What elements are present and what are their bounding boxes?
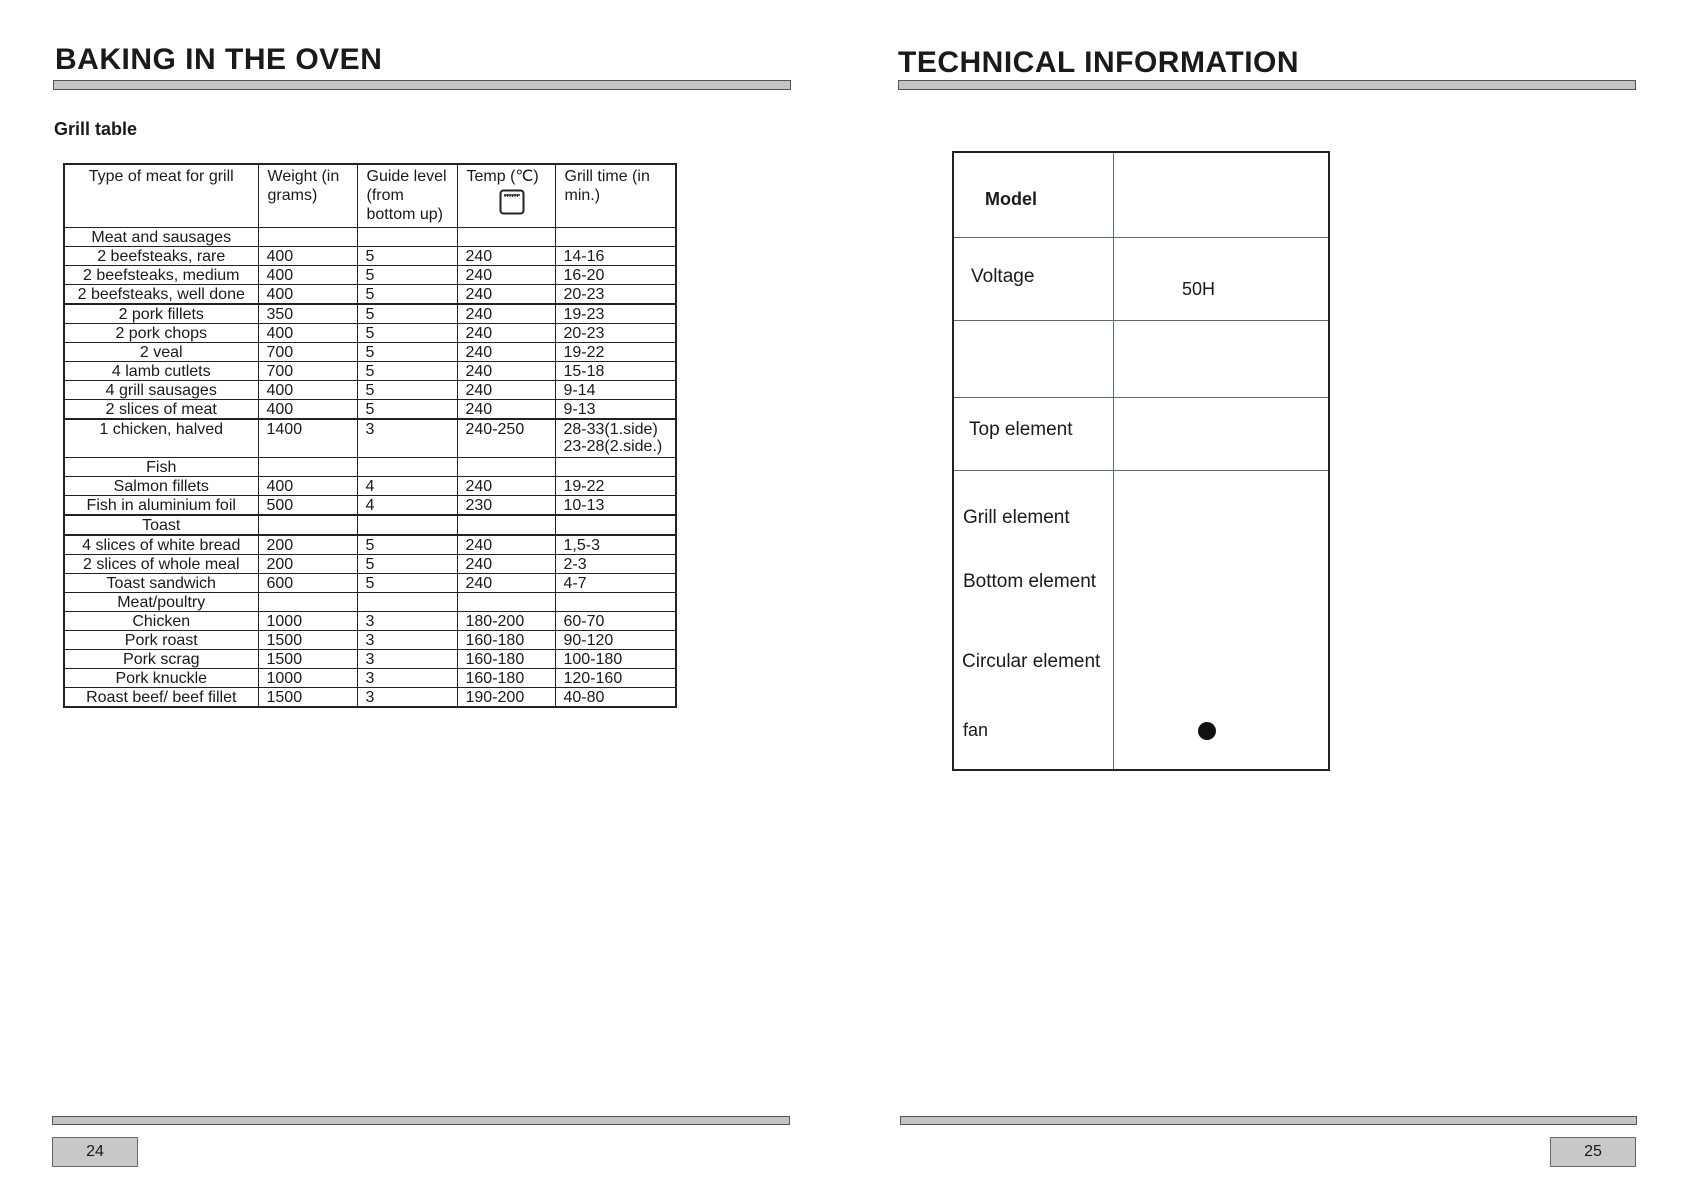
page-number-left: 24 xyxy=(52,1137,138,1167)
cell-type: Pork roast xyxy=(64,631,258,650)
cell-weight: 600 xyxy=(258,574,357,593)
cell-type: Toast xyxy=(64,515,258,535)
cell-type: Fish in aluminium foil xyxy=(64,496,258,516)
cell-temp xyxy=(457,228,555,247)
cell-weight: 1000 xyxy=(258,669,357,688)
table-row xyxy=(64,285,676,305)
cell-grill-time: 19-22 xyxy=(555,343,676,362)
table-row xyxy=(64,419,676,458)
heading-rule-right xyxy=(898,80,1636,90)
cell-guide-level: 3 xyxy=(357,688,457,708)
cell-weight: 350 xyxy=(258,304,357,324)
table-row xyxy=(64,688,676,708)
cell-weight: 1400 xyxy=(258,419,357,458)
cell-guide-level: 5 xyxy=(357,343,457,362)
cell-guide-level xyxy=(357,593,457,612)
table-row xyxy=(64,477,676,496)
tech-label-voltage: Voltage xyxy=(971,266,1035,287)
cell-temp: 160-180 xyxy=(457,650,555,669)
cell-type: Pork knuckle xyxy=(64,669,258,688)
cell-type: 4 lamb cutlets xyxy=(64,362,258,381)
cell-type: 2 beefsteaks, medium xyxy=(64,266,258,285)
cell-guide-level: 5 xyxy=(357,324,457,343)
cell-temp: 240 xyxy=(457,304,555,324)
tech-table-row-divider xyxy=(954,320,1328,321)
cell-guide-level xyxy=(357,458,457,477)
footer-rule-right xyxy=(900,1116,1637,1125)
cell-weight: 700 xyxy=(258,343,357,362)
grill-table-title: Grill table xyxy=(54,119,138,139)
table-row xyxy=(64,650,676,669)
cell-guide-level: 5 xyxy=(357,362,457,381)
cell-grill-time: 15-18 xyxy=(555,362,676,381)
table-row xyxy=(64,496,676,516)
cell-type: Roast beef/ beef fillet xyxy=(64,688,258,708)
cell-temp: 190-200 xyxy=(457,688,555,708)
page-title-right: TECHNICAL INFORMATION xyxy=(898,46,1300,79)
cell-temp: 240 xyxy=(457,266,555,285)
tech-label-circular-element: Circular element xyxy=(962,651,1101,672)
cell-guide-level: 5 xyxy=(357,400,457,420)
cell-grill-time: 4-7 xyxy=(555,574,676,593)
table-row xyxy=(64,555,676,574)
cell-temp: 240 xyxy=(457,285,555,305)
cell-guide-level: 5 xyxy=(357,304,457,324)
filled-dot-icon xyxy=(1198,722,1216,740)
cell-temp: 240 xyxy=(457,324,555,343)
cell-type: Meat/poultry xyxy=(64,593,258,612)
cell-guide-level: 4 xyxy=(357,496,457,516)
cell-type: 4 grill sausages xyxy=(64,381,258,400)
cell-temp: 240 xyxy=(457,574,555,593)
table-row xyxy=(64,593,676,612)
cell-grill-time: 40-80 xyxy=(555,688,676,708)
cell-grill-time: 14-16 xyxy=(555,247,676,266)
cell-weight: 200 xyxy=(258,555,357,574)
cell-weight: 500 xyxy=(258,496,357,516)
col-header-grill-time: Grill time (in min.) xyxy=(555,164,676,228)
cell-temp xyxy=(457,593,555,612)
cell-weight xyxy=(258,593,357,612)
page-title-left: BAKING IN THE OVEN xyxy=(55,43,383,76)
cell-temp: 180-200 xyxy=(457,612,555,631)
technical-info-table xyxy=(952,151,1330,771)
cell-grill-time: 10-13 xyxy=(555,496,676,516)
cell-grill-time: 60-70 xyxy=(555,612,676,631)
grill-table-header-row xyxy=(64,164,676,228)
cell-grill-time xyxy=(555,228,676,247)
page-number-right: 25 xyxy=(1550,1137,1636,1167)
cell-temp: 240 xyxy=(457,343,555,362)
cell-grill-time: 28-33(1.side) 23-28(2.side.) xyxy=(555,419,676,458)
cell-guide-level: 3 xyxy=(357,631,457,650)
cell-temp: 240 xyxy=(457,247,555,266)
cell-type: Toast sandwich xyxy=(64,574,258,593)
cell-grill-time xyxy=(555,593,676,612)
cell-grill-time: 100-180 xyxy=(555,650,676,669)
cell-guide-level: 3 xyxy=(357,669,457,688)
cell-weight: 400 xyxy=(258,400,357,420)
cell-guide-level: 3 xyxy=(357,419,457,458)
cell-grill-time: 9-14 xyxy=(555,381,676,400)
table-row xyxy=(64,324,676,343)
table-row xyxy=(64,343,676,362)
cell-grill-time: 19-22 xyxy=(555,477,676,496)
cell-weight: 400 xyxy=(258,324,357,343)
cell-grill-time: 1,5-3 xyxy=(555,535,676,555)
cell-type: Meat and sausages xyxy=(64,228,258,247)
cell-guide-level: 4 xyxy=(357,477,457,496)
cell-grill-time: 20-23 xyxy=(555,324,676,343)
cell-weight: 400 xyxy=(258,477,357,496)
cell-grill-time xyxy=(555,515,676,535)
cell-type: 2 beefsteaks, well done xyxy=(64,285,258,305)
col-header-temp-label: Temp (℃) xyxy=(466,168,539,185)
cell-temp: 160-180 xyxy=(457,669,555,688)
cell-grill-time: 120-160 xyxy=(555,669,676,688)
cell-weight: 1500 xyxy=(258,631,357,650)
cell-guide-level xyxy=(357,228,457,247)
cell-grill-time: 90-120 xyxy=(555,631,676,650)
table-row xyxy=(64,574,676,593)
cell-type: 2 veal xyxy=(64,343,258,362)
cell-temp xyxy=(457,515,555,535)
cell-type: Fish xyxy=(64,458,258,477)
col-header-temp xyxy=(457,164,555,228)
cell-temp: 240 xyxy=(457,400,555,420)
cell-weight: 400 xyxy=(258,285,357,305)
cell-type: 2 slices of meat xyxy=(64,400,258,420)
table-row xyxy=(64,612,676,631)
cell-grill-time: 19-23 xyxy=(555,304,676,324)
cell-guide-level: 3 xyxy=(357,612,457,631)
cell-type: 2 pork chops xyxy=(64,324,258,343)
cell-grill-time: 9-13 xyxy=(555,400,676,420)
cell-weight: 1000 xyxy=(258,612,357,631)
cell-guide-level: 5 xyxy=(357,555,457,574)
table-row xyxy=(64,381,676,400)
oven-grill-icon xyxy=(499,189,525,215)
cell-weight: 200 xyxy=(258,535,357,555)
cell-temp: 240 xyxy=(457,555,555,574)
table-row xyxy=(64,669,676,688)
tech-label-grill-element: Grill element xyxy=(963,507,1070,528)
cell-weight xyxy=(258,515,357,535)
cell-guide-level: 5 xyxy=(357,266,457,285)
table-row xyxy=(64,535,676,555)
grill-table xyxy=(63,163,677,708)
cell-guide-level: 5 xyxy=(357,285,457,305)
tech-table-row-divider xyxy=(954,397,1328,398)
cell-weight: 700 xyxy=(258,362,357,381)
table-row xyxy=(64,400,676,420)
cell-weight: 1500 xyxy=(258,650,357,669)
cell-grill-time xyxy=(555,458,676,477)
table-row xyxy=(64,458,676,477)
cell-weight: 1500 xyxy=(258,688,357,708)
cell-temp: 160-180 xyxy=(457,631,555,650)
cell-guide-level: 5 xyxy=(357,574,457,593)
cell-type: 2 beefsteaks, rare xyxy=(64,247,258,266)
tech-label-top-element: Top element xyxy=(969,419,1073,440)
cell-grill-time: 16-20 xyxy=(555,266,676,285)
cell-weight xyxy=(258,458,357,477)
cell-weight: 400 xyxy=(258,381,357,400)
tech-table-row-divider xyxy=(954,470,1328,471)
cell-temp: 240 xyxy=(457,477,555,496)
cell-weight xyxy=(258,228,357,247)
table-row xyxy=(64,515,676,535)
col-header-weight: Weight (in grams) xyxy=(258,164,357,228)
cell-temp: 240 xyxy=(457,535,555,555)
cell-temp: 240-250 xyxy=(457,419,555,458)
heading-rule-left xyxy=(53,80,791,90)
cell-type: 4 slices of white bread xyxy=(64,535,258,555)
cell-guide-level: 3 xyxy=(357,650,457,669)
cell-guide-level: 5 xyxy=(357,535,457,555)
cell-guide-level: 5 xyxy=(357,381,457,400)
tech-label-fan: fan xyxy=(963,720,989,740)
footer-rule-left xyxy=(52,1116,790,1125)
cell-type: Salmon fillets xyxy=(64,477,258,496)
col-header-type: Type of meat for grill xyxy=(64,164,258,228)
tech-value-voltage: 50H xyxy=(1182,279,1216,299)
cell-type: Pork scrag xyxy=(64,650,258,669)
table-row xyxy=(64,228,676,247)
cell-guide-level xyxy=(357,515,457,535)
tech-label-model: Model xyxy=(985,189,1037,209)
tech-table-column-divider xyxy=(1113,153,1114,769)
col-header-guide-level: Guide level (from bottom up) xyxy=(357,164,457,228)
table-row xyxy=(64,247,676,266)
cell-weight: 400 xyxy=(258,247,357,266)
cell-type: Chicken xyxy=(64,612,258,631)
cell-temp: 240 xyxy=(457,381,555,400)
cell-weight: 400 xyxy=(258,266,357,285)
tech-table-row-divider xyxy=(954,237,1328,238)
table-row xyxy=(64,304,676,324)
cell-temp xyxy=(457,458,555,477)
table-row xyxy=(64,266,676,285)
cell-grill-time: 20-23 xyxy=(555,285,676,305)
cell-type: 1 chicken, halved xyxy=(64,419,258,458)
cell-type: 2 pork fillets xyxy=(64,304,258,324)
table-row xyxy=(64,362,676,381)
cell-temp: 230 xyxy=(457,496,555,516)
cell-temp: 240 xyxy=(457,362,555,381)
cell-type: 2 slices of whole meal xyxy=(64,555,258,574)
table-row xyxy=(64,631,676,650)
tech-label-bottom-element: Bottom element xyxy=(963,571,1097,592)
cell-grill-time: 2-3 xyxy=(555,555,676,574)
cell-guide-level: 5 xyxy=(357,247,457,266)
